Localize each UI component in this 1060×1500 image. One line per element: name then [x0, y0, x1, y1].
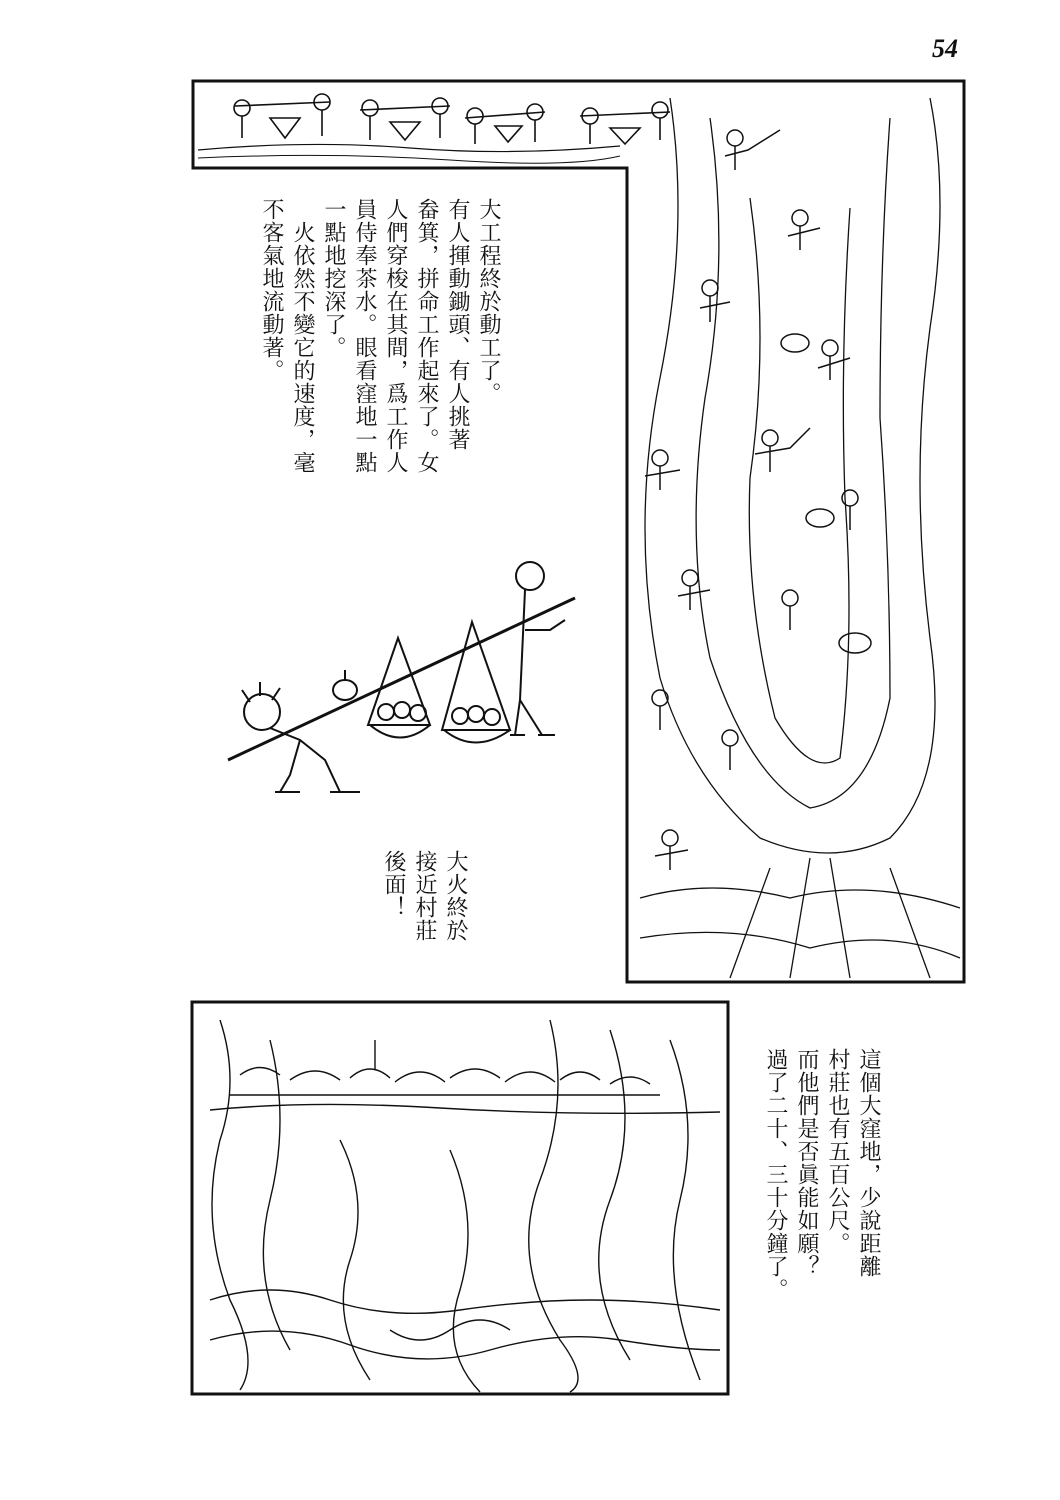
fire-caption [378, 850, 471, 1000]
page-number: 54 [932, 34, 958, 63]
village-fire-illustration [190, 1000, 732, 1400]
distance-caption-line: 這個大窪地，少說距離 [856, 1048, 881, 1278]
main-caption-line: 有人揮動鋤頭、有人挑著 [445, 198, 470, 451]
main-caption-line: 火依然不變它的速度，毫 [290, 198, 315, 474]
main-caption-line: 大工程終於動工了。 [476, 198, 501, 405]
village-fire-panel [190, 1000, 732, 1400]
porters-drawing [220, 560, 580, 805]
fire-caption-line: 後面！ [381, 850, 406, 919]
distance-caption-line: 過了二十、三十分鐘了。 [763, 1048, 788, 1301]
porters-illustration [220, 560, 580, 805]
distance-caption [760, 1048, 884, 1348]
main-caption-line: 不客氣地流動著。 [259, 198, 284, 382]
main-caption-line: 人們穿梭在其間，爲工作人 [383, 198, 408, 474]
main-caption [256, 198, 504, 528]
main-caption-line: 一點地挖深了。 [321, 198, 346, 359]
main-caption-line: 員侍奉茶水。眼看窪地一點 [352, 198, 377, 474]
distance-caption-line: 村莊也有五百公尺。 [825, 1048, 850, 1255]
main-caption-line: 畚箕，拼命工作起來了。女 [414, 198, 439, 474]
fire-caption-line: 大火終於 [443, 850, 468, 942]
distance-caption-line: 而他們是否眞能如願？ [794, 1048, 819, 1278]
fire-caption-line: 接近村莊 [412, 850, 437, 942]
